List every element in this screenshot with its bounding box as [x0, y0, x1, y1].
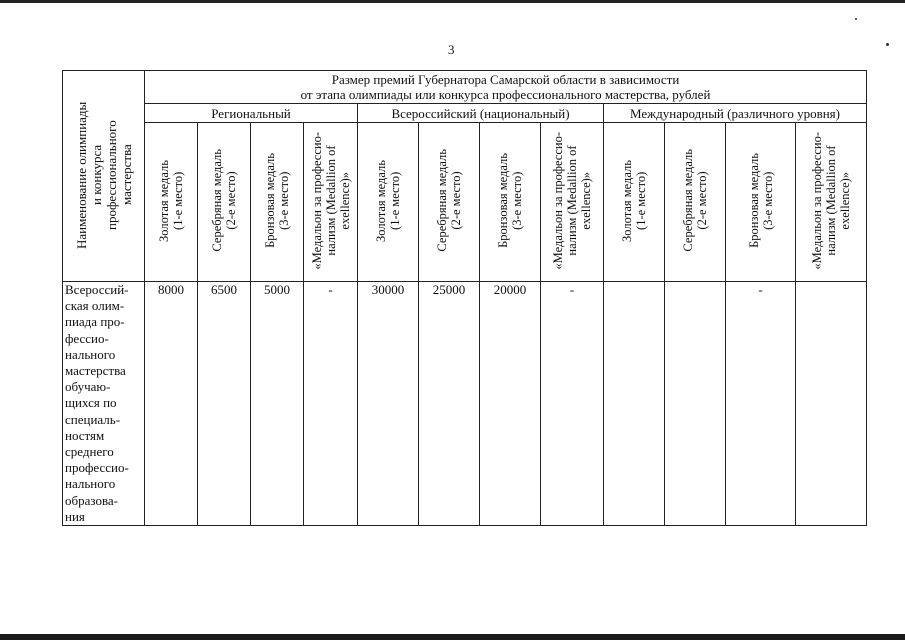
- award-amount: [604, 282, 665, 526]
- scan-speck: [886, 43, 889, 46]
- award-amount: 20000: [480, 282, 541, 526]
- stage-national: Всероссийский (национальный): [358, 104, 604, 123]
- award-table: [62, 70, 867, 526]
- award-amount: [796, 282, 867, 526]
- page-number: 3: [448, 42, 455, 57]
- scan-edge-bottom: [0, 634, 905, 640]
- olympiad-name-header: Наименование олимпиады и конкурса профессионального мастерства: [63, 71, 145, 282]
- award-amount: -: [541, 282, 604, 526]
- award-column-header: «Медальон за профессио- нализм (Medallion of exellence)»: [796, 123, 867, 282]
- award-column-header: Серебряная медаль (2-е место): [419, 123, 480, 282]
- award-column-header: Серебряная медаль (2-е место): [665, 123, 726, 282]
- olympiad-name: Всероссий- ская олим- пиада про- фессио- нального мастерства обучаю- щихся по специаль- ностям среднего профессио- нального образова- ния: [63, 282, 145, 526]
- award-column-header: «Медальон за профессио- нализм (Medallion of exellence)»: [541, 123, 604, 282]
- award-column-header: Золотая медаль (1-е место): [358, 123, 419, 282]
- award-amount: [665, 282, 726, 526]
- table-title: Размер премий Губернатора Самарской области в зависимости от этапа олимпиады или конкурса профессионального мастерства, рублей: [145, 71, 867, 104]
- award-column-header: Бронзовая медаль (3-е место): [480, 123, 541, 282]
- award-column-header: «Медальон за профессио- нализм (Medallion of exellence)»: [304, 123, 358, 282]
- award-column-header: Бронзовая медаль (3-е место): [251, 123, 304, 282]
- award-amount: 8000: [145, 282, 198, 526]
- award-amount: 25000: [419, 282, 480, 526]
- award-amount: 6500: [198, 282, 251, 526]
- stage-international: Международный (различного уровня): [604, 104, 867, 123]
- award-column-header: Золотая медаль (1-е место): [145, 123, 198, 282]
- award-column-header: Бронзовая медаль (3-е место): [726, 123, 796, 282]
- scan-speck: [855, 18, 857, 20]
- scan-edge-top: [0, 0, 905, 3]
- award-amount: 30000: [358, 282, 419, 526]
- table-row: [63, 282, 867, 526]
- award-column-header: Серебряная медаль (2-е место): [198, 123, 251, 282]
- stage-regional: Региональный: [145, 104, 358, 123]
- award-amount: -: [726, 282, 796, 526]
- award-amount: -: [304, 282, 358, 526]
- award-amount: 5000: [251, 282, 304, 526]
- award-column-header: Золотая медаль (1-е место): [604, 123, 665, 282]
